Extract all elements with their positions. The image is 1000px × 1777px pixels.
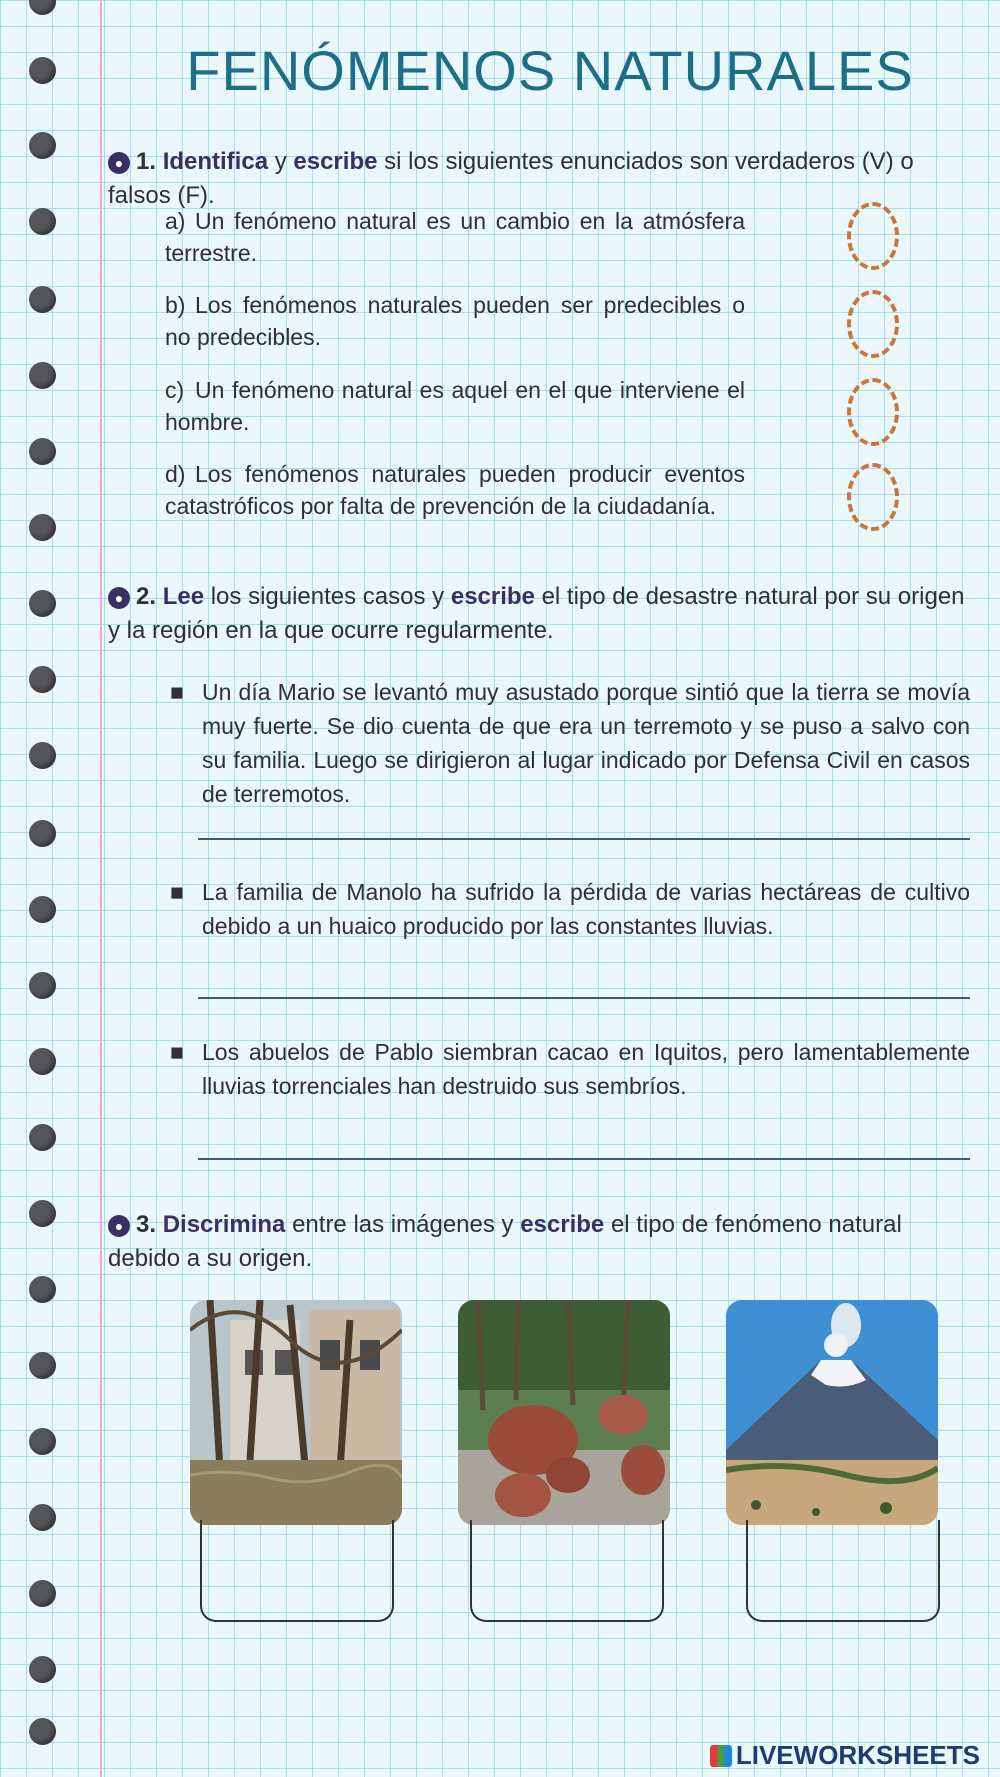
answer-line-3[interactable]: [198, 1158, 970, 1160]
binder-hole: [29, 1504, 56, 1531]
question-3-prompt: [108, 1208, 978, 1276]
statement-text: Un fenómeno natural es un cambio en la atmósfera terrestre.: [165, 208, 745, 266]
liveworksheets-logo: [710, 1740, 980, 1771]
binder-hole: [29, 666, 56, 693]
binder-hole: [29, 286, 56, 313]
binder-hole: [29, 132, 56, 159]
statement-c: [165, 374, 745, 438]
binder-hole: [29, 742, 56, 769]
keyword: Identifica: [162, 148, 269, 175]
question-1-prompt: [108, 145, 978, 213]
answer-box-3[interactable]: [746, 1520, 940, 1622]
statement-d: [165, 458, 745, 522]
statement-label: a): [165, 208, 186, 234]
keyword: Lee: [162, 583, 205, 610]
landslide-image: [458, 1300, 670, 1525]
keyword: escribe: [293, 148, 378, 175]
brand-text: LIVEWORKSHEETS: [735, 1740, 980, 1770]
answer-circle-c[interactable]: [847, 378, 899, 446]
binder-hole: [29, 1428, 56, 1455]
case-2: [170, 875, 970, 943]
binder-hole: [29, 1048, 56, 1075]
answer-circle-a[interactable]: [847, 202, 899, 270]
prompt-text: el tipo de desastre natural por su origen y la región en la que ocurre regularmente.: [108, 583, 965, 644]
prompt-text: el tipo de fenómeno natural debido a su origen.: [108, 1211, 902, 1272]
flood-image: [190, 1300, 402, 1525]
statement-a: [165, 205, 745, 269]
binder-hole: [29, 1352, 56, 1379]
volcano-image: [726, 1300, 938, 1525]
case-1: [170, 675, 970, 811]
statement-text: Un fenómeno natural es aquel en el que interviene el hombre.: [165, 377, 745, 435]
binder-hole: [29, 0, 56, 15]
binder-hole: [29, 1200, 56, 1227]
statement-b: [165, 289, 745, 353]
statement-label: b): [165, 292, 186, 318]
answer-box-2[interactable]: [470, 1520, 664, 1622]
bullet-icon: ■: [170, 679, 184, 705]
person-icon: ●: [108, 152, 130, 174]
statement-label: d): [165, 461, 186, 487]
question-number: 2.: [136, 583, 157, 610]
binder-hole: [29, 896, 56, 923]
statement-text: Los fenómenos naturales pueden ser predecibles o no predecibles.: [165, 292, 745, 350]
bullet-icon: ■: [170, 879, 184, 905]
answer-circle-b[interactable]: [847, 290, 899, 358]
person-icon: ●: [108, 587, 130, 609]
binder-hole: [29, 820, 56, 847]
keyword: escribe: [520, 1211, 605, 1238]
binder-hole: [29, 1276, 56, 1303]
binder-hole: [29, 1580, 56, 1607]
statement-label: c): [165, 377, 185, 403]
keyword: escribe: [450, 583, 535, 610]
binder-hole: [29, 972, 56, 999]
margin-line: [100, 0, 102, 1777]
person-icon: ●: [108, 1215, 130, 1237]
prompt-text: entre las imágenes y: [292, 1211, 514, 1238]
question-number: 3.: [136, 1211, 157, 1238]
prompt-text: y: [274, 148, 287, 175]
binder-hole: [29, 1656, 56, 1683]
question-2-prompt: [108, 580, 978, 648]
answer-box-1[interactable]: [200, 1520, 394, 1622]
answer-line-2[interactable]: [198, 997, 970, 999]
answer-circle-d[interactable]: [847, 463, 899, 531]
prompt-text: si los siguientes enunciados son verdaderos (V) o falsos (F).: [108, 148, 914, 209]
case-3: [170, 1035, 970, 1103]
binder-hole: [29, 1718, 56, 1745]
case-text: Un día Mario se levantó muy asustado porque sintió que la tierra se movía muy fuerte. Se dio cuenta de que era un terremoto y se puso a salvo con su familia. Luego se dirigieron al lugar indicado por Defensa Civil en casos de terremotos.: [202, 679, 970, 807]
binder-hole: [29, 208, 56, 235]
statement-text: Los fenómenos naturales pueden producir eventos catastróficos por falta de prevención de la ciudadanía.: [165, 461, 745, 519]
binder-hole: [29, 57, 56, 84]
binder-hole: [29, 590, 56, 617]
answer-line-1[interactable]: [198, 838, 970, 840]
binder-hole: [29, 1124, 56, 1151]
bullet-icon: ■: [170, 1039, 184, 1065]
page-title: FENÓMENOS NATURALES: [186, 39, 914, 102]
keyword: Discrimina: [162, 1211, 286, 1238]
binder-hole: [29, 438, 56, 465]
brand-icon: [710, 1745, 732, 1767]
prompt-text: los siguientes casos y: [210, 583, 445, 610]
question-number: 1.: [136, 148, 157, 175]
case-text: Los abuelos de Pablo siembran cacao en Iquitos, pero lamentablemente lluvias torrenciales han destruido sus sembríos.: [202, 1039, 970, 1099]
binder-hole: [29, 514, 56, 541]
binder-hole: [29, 362, 56, 389]
case-text: La familia de Manolo ha sufrido la pérdida de varias hectáreas de cultivo debido a un huaico producido por las constantes lluvias.: [202, 879, 970, 939]
